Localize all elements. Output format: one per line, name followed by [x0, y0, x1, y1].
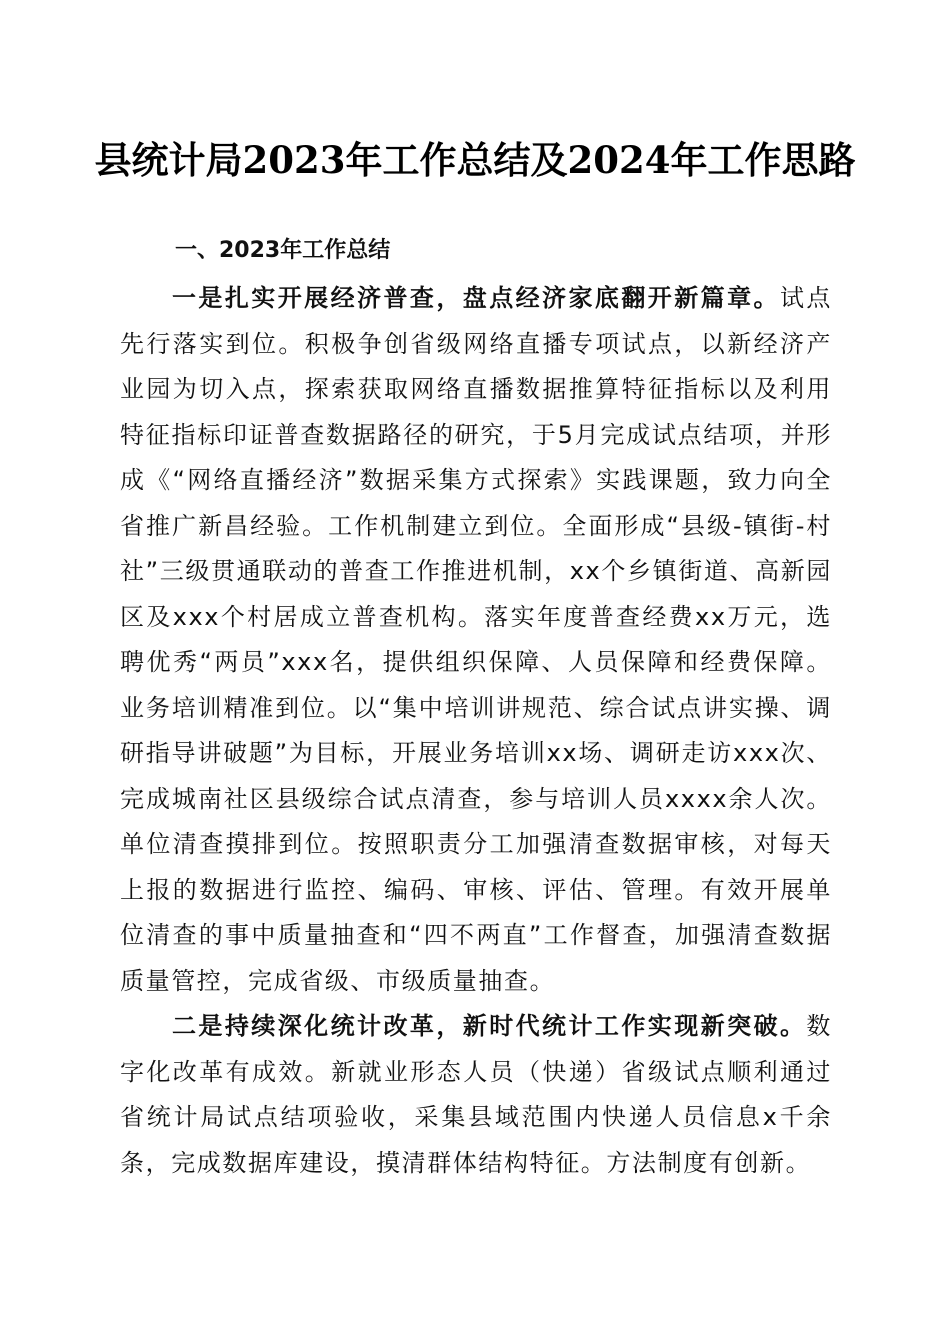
document-body — [120, 226, 832, 1186]
paragraph-2-lead: 二是持续深化统计改革，新时代统计工作实现新突破。 — [172, 1012, 807, 1040]
paragraph-1-lead: 一是扎实开展经济普查，盘点经济家底翻开新篇章。 — [172, 284, 780, 312]
section-heading: 一、2023年工作总结 — [175, 238, 391, 263]
paragraph-2-text: 数字化改革有成效。新就业形态人员（快递）省级试点顺利通过省统计局试点结项验收，采集县域范围内快递人员信息x千余条，完成数据库建设，摸清群体结构特征。方法制度有创新。 — [120, 1012, 832, 1177]
document-title: 县统计局2023年工作总结及2024年工作思路 — [94, 138, 856, 182]
paragraph-1 — [120, 276, 832, 1004]
paragraph-1-text: 试点先行落实到位。积极争创省级网络直播专项试点，以新经济产业园为切入点，探索获取网络直播数据推算特征指标以及利用特征指标印证普查数据路径的研究，于5月完成试点结项，并形成《“网络直播经济”数据采集方式探索》实践课题，致力向全省推广新昌经验。工作机制建立到位。全面形成“县级-镇街-村社”三级贯通联动的普查工作推进机制，xx个乡镇街道、高新园区及xxx个村居成立普查机构。落实年度普查经费xx万元，选聘优秀“两员”xxx名，提供组织保障、人员保障和经费保障。业务培训精准到位。以“集中培训讲规范、综合试点讲实操、调研指导讲破题”为目标，开展业务培训xx场、调研走访xxx次、完成城南社区县级综合试点清查，参与培训人员xxxx余人次。单位清查摸排到位。按照职责分工加强清查数据审核，对每天上报的数据进行监控、编码、审核、评估、管理。有效开展单位清查的事中质量抽查和“四不两直”工作督查，加强清查数据质量管控，完成省级、市级质量抽查。 — [120, 284, 832, 995]
paragraph-2 — [120, 1004, 832, 1186]
